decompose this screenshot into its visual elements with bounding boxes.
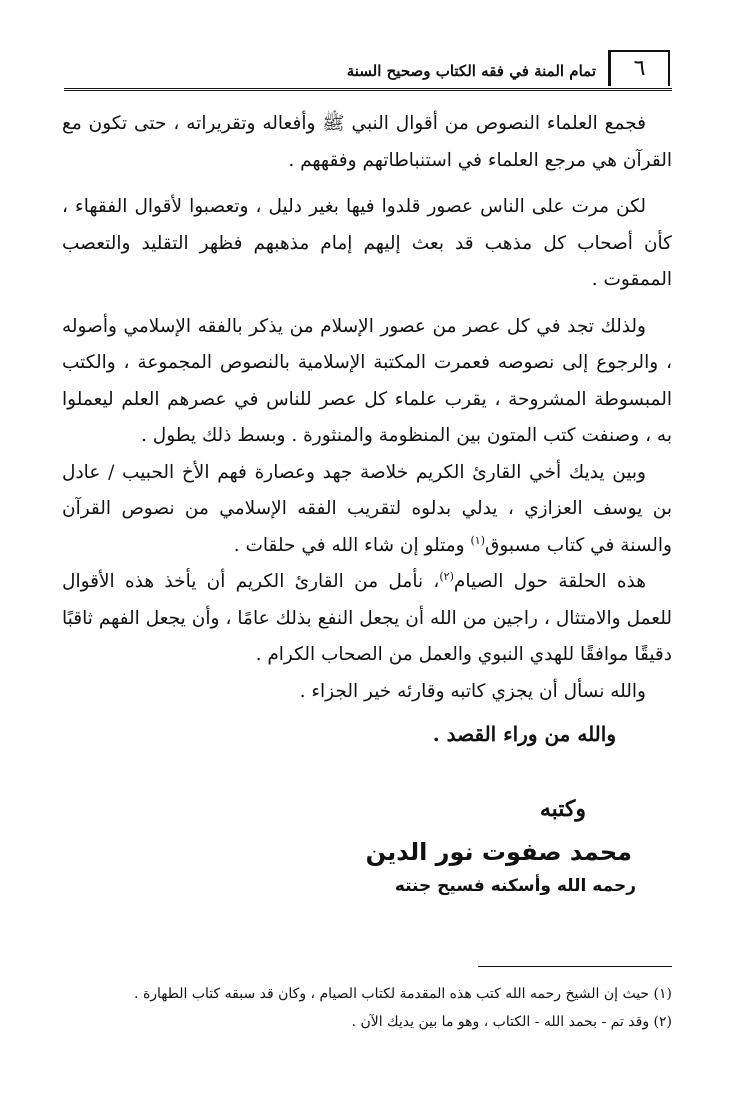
paragraph-5-text-a: هذه الحلقة حول الصيام [453, 571, 646, 592]
signature-name: محمد صفوت نور الدين [365, 838, 632, 866]
page-number: ٦ [608, 50, 670, 86]
footnote-1: (١) حيث إن الشيخ رحمه الله كتب هذه المقدمة لكتاب الصيام ، وكان قد سبقه كتاب الطهارة . [134, 986, 672, 1002]
paragraph-4-text-a: وبين يديك أخي القارئ الكريم خلاصة جهد وعصارة فهم الأخ الحبيب / عادل بن يوسف العزازي ، يدلي بدلوه لتقريب الفقه الإسلامي من نصوص القرآن والسنة في كتاب مسبوق [62, 461, 672, 556]
signature-prayer: رحمه الله وأسكنه فسيح جنته [394, 876, 636, 896]
paragraph-2: لكن مرت على الناس عصور قلدوا فيها بغير دليل ، وتعصبوا لأقوال الفقهاء ، كأن أصحاب كل مذهب قد بعث إليهم إمام مذهبهم فظهر التقليد والتعصب الممقوت . [62, 196, 672, 290]
footnote-2: (٢) وقد تم - بحمد الله - الكتاب ، وهو ما بين يديك الآن . [351, 1014, 672, 1030]
footnotes [62, 980, 672, 1036]
paragraph-5 [62, 564, 672, 674]
paragraph-4-text-b: ومتلو إن شاء الله في حلقات . [233, 534, 471, 556]
signature-wrote: وكتبه [539, 796, 586, 822]
header-rule [64, 88, 672, 91]
paragraph-5-text-b: ، نأمل من القارئ الكريم أن يأخذ هذه الأقوال للعمل والامتثال ، راجين من الله أن يجعل النفع بذلك عامًا ، وأن يجعل الفهم ثاقبًا دقيقًا موافقًا للهدي النبوي والعمل من الصحاب الكرام . [62, 571, 672, 665]
footnote-rule [478, 966, 672, 967]
paragraph-3: ولذلك تجد في كل عصر من عصور الإسلام من يذكر بالفقه الإسلامي وأصوله ، والرجوع إلى نصوصه فعمرت المكتبة الإسلامية بالنصوص المجموعة ، والكتب المبسوطة المشروحة ، يقرب علماء كل عصر للناس في عصرهم العلم ليعملوا به ، وصنفت كتب المتون بين المنظومة والمنثورة . وبسط ذلك يطول . [62, 315, 672, 446]
footnote-ref-1: (١) [470, 533, 486, 547]
closing-phrase: والله من وراء القصد . [432, 722, 616, 746]
main-text [62, 106, 672, 710]
paragraph-4 [62, 455, 672, 565]
footnote-ref-2: (٢) [439, 569, 454, 583]
paragraph-6: والله نسأل أن يجزي كاتبه وقارئه خير الجزاء . [299, 680, 646, 702]
paragraph-1: فجمع العلماء النصوص من أقوال النبي ﷺ وأفعاله وتقريراته ، حتى تكون مع القرآن هي مرجع العلماء في استنباطاتهم وفقههم . [62, 113, 672, 171]
running-title: تمام المنة في فقه الكتاب وصحيح السنة [346, 62, 596, 80]
